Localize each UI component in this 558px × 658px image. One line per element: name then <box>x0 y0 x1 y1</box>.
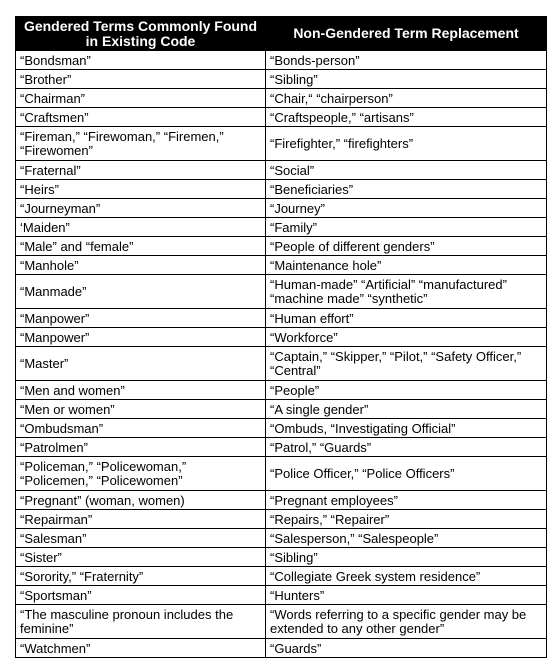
gendered-term-cell: “Men or women” <box>16 400 266 419</box>
table-row <box>16 419 547 438</box>
table-row <box>16 70 547 89</box>
replacement-term-cell: “Salesperson,” “Salespeople” <box>266 529 547 548</box>
gendered-term-cell: “The masculine pronoun includes the feminine” <box>16 605 266 639</box>
table-row <box>16 381 547 400</box>
replacement-term-cell: “Patrol,” “Guards” <box>266 438 547 457</box>
gendered-term-cell: “Salesman” <box>16 529 266 548</box>
table-row <box>16 347 547 381</box>
replacement-term-cell: “Workforce” <box>266 328 547 347</box>
replacement-term-cell: “Craftspeople,” “artisans” <box>266 108 547 127</box>
replacement-term-cell: “Hunters” <box>266 586 547 605</box>
replacement-term-cell: “Human-made” “Artificial” “manufactured” “machine made” “synthetic” <box>266 275 547 309</box>
replacement-term-cell: “Police Officer,” “Police Officers” <box>266 457 547 491</box>
header-row <box>16 17 547 51</box>
gendered-term-cell: “Manpower” <box>16 328 266 347</box>
table-row <box>16 438 547 457</box>
table-row <box>16 529 547 548</box>
replacement-term-cell: “People” <box>266 381 547 400</box>
replacement-term-cell: “Repairs,” “Repairer” <box>266 510 547 529</box>
table-row <box>16 218 547 237</box>
replacement-term-cell: “Human effort” <box>266 309 547 328</box>
table-row <box>16 89 547 108</box>
replacement-term-cell: “Journey” <box>266 199 547 218</box>
replacement-term-cell: “Bonds-person” <box>266 51 547 70</box>
table-row <box>16 639 547 658</box>
replacement-term-cell: “Social” <box>266 161 547 180</box>
gendered-term-cell: “Manpower” <box>16 309 266 328</box>
gendered-term-cell: “Manmade” <box>16 275 266 309</box>
table-row <box>16 605 547 639</box>
replacement-term-cell: “Sibling” <box>266 70 547 89</box>
gendered-term-cell: “Male” and “female” <box>16 237 266 256</box>
gendered-term-cell: “Heirs” <box>16 180 266 199</box>
gendered-term-cell: “Bondsman” <box>16 51 266 70</box>
table-row <box>16 567 547 586</box>
replacement-term-cell: “Sibling” <box>266 548 547 567</box>
table-row <box>16 199 547 218</box>
gendered-term-cell: “Master” <box>16 347 266 381</box>
table-row <box>16 510 547 529</box>
table-row <box>16 161 547 180</box>
table-row <box>16 457 547 491</box>
table-row <box>16 180 547 199</box>
gendered-term-cell: “Manhole” <box>16 256 266 275</box>
table-row <box>16 548 547 567</box>
replacement-term-cell: “Beneficiaries” <box>266 180 547 199</box>
replacement-term-cell: “Words referring to a specific gender may be extended to any other gender” <box>266 605 547 639</box>
replacement-term-cell: “Collegiate Greek system residence” <box>266 567 547 586</box>
gendered-term-cell: “Craftsmen” <box>16 108 266 127</box>
replacement-term-cell: “Maintenance hole” <box>266 256 547 275</box>
gendered-term-cell: “Watchmen” <box>16 639 266 658</box>
table-row <box>16 400 547 419</box>
table-row <box>16 275 547 309</box>
replacement-term-cell: “Pregnant employees” <box>266 491 547 510</box>
gendered-term-cell: “Men and women” <box>16 381 266 400</box>
replacement-term-cell: “Captain,” “Skipper,” “Pilot,” “Safety Officer,” “Central” <box>266 347 547 381</box>
gendered-term-cell: “Brother” <box>16 70 266 89</box>
gendered-term-cell: “Pregnant” (woman, women) <box>16 491 266 510</box>
replacement-term-cell: “Ombuds, “Investigating Official” <box>266 419 547 438</box>
table-row <box>16 491 547 510</box>
gendered-term-cell: “Journeyman” <box>16 199 266 218</box>
terms-table <box>15 16 547 658</box>
gendered-term-cell: “Sister” <box>16 548 266 567</box>
header-replacement-terms: Non-Gendered Term Replacement <box>266 17 547 51</box>
replacement-term-cell: “A single gender” <box>266 400 547 419</box>
gendered-term-cell: “Policeman,” “Policewoman,” “Policemen,” “Policewomen” <box>16 457 266 491</box>
replacement-term-cell: “Family” <box>266 218 547 237</box>
gendered-term-cell: “Sportsman” <box>16 586 266 605</box>
gendered-term-cell: “Ombudsman” <box>16 419 266 438</box>
gendered-term-cell: “Patrolmen” <box>16 438 266 457</box>
table-row <box>16 127 547 161</box>
table-row <box>16 328 547 347</box>
table-row <box>16 256 547 275</box>
table-row <box>16 51 547 70</box>
gendered-term-cell: ‘Maiden” <box>16 218 266 237</box>
table-row <box>16 237 547 256</box>
replacement-term-cell: “Chair,“ “chairperson” <box>266 89 547 108</box>
replacement-term-cell: “People of different genders” <box>266 237 547 256</box>
table-row <box>16 108 547 127</box>
header-gendered-terms: Gendered Terms Commonly Found in Existing Code <box>16 17 266 51</box>
gendered-term-cell: “Chairman” <box>16 89 266 108</box>
replacement-term-cell: “Guards” <box>266 639 547 658</box>
gendered-term-cell: “Fireman,” “Firewoman,” “Firemen,” “Firewomen” <box>16 127 266 161</box>
gendered-term-cell: “Fraternal” <box>16 161 266 180</box>
gendered-term-cell: “Sorority,” “Fraternity” <box>16 567 266 586</box>
table-row <box>16 309 547 328</box>
table-row <box>16 586 547 605</box>
replacement-term-cell: “Firefighter,” “firefighters” <box>266 127 547 161</box>
gendered-term-cell: “Repairman” <box>16 510 266 529</box>
